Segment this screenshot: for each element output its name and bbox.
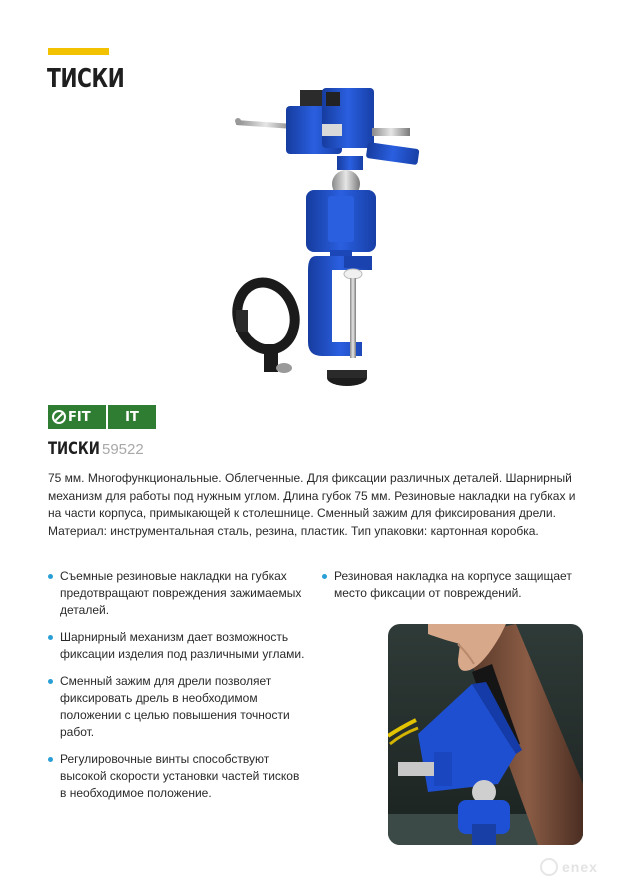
brand-line-label: IT xyxy=(125,409,139,425)
brand-badge xyxy=(48,405,156,429)
features-list-left xyxy=(48,568,308,812)
vise-product-image xyxy=(222,80,428,398)
features-list-right xyxy=(322,568,582,612)
enex-logo-icon xyxy=(540,858,558,876)
product-heading xyxy=(48,439,144,459)
product-description: 75 мм. Многофункциональные. Облегченные. Для фиксации различных деталей. Шарнирный механизм для работы под нужным углом. Длина губок 75 мм. Резиновые накладки на губках и на части корпуса, примыкающей к столешнице. Сменный зажим для фиксирования дрели. Материал: инструментальная сталь, резина, пластик. Тип упаковки: картонная коробка. xyxy=(48,471,576,538)
enex-watermark xyxy=(540,858,598,876)
brand-logo xyxy=(48,410,106,425)
feature-item: Шарнирный механизм дает возможность фиксации изделия под различными углами. xyxy=(48,629,308,663)
watermark-text: enex xyxy=(562,859,598,875)
feature-item: Резиновая накладка на корпусе защищает место фиксации от повреждений. xyxy=(322,568,582,602)
product-code: 59522 xyxy=(102,441,144,458)
feature-item: Сменный зажим для дрели позволяет фиксировать дрель в необходимом положении с целью повышения точности работ. xyxy=(48,673,308,741)
accent-bar xyxy=(48,48,109,55)
fit-logo-icon xyxy=(52,410,66,424)
brand-logo-text: FIT xyxy=(68,409,91,425)
feature-item: Регулировочные винты способствуют высокой скорости установки частей тисков в необходимое положение. xyxy=(48,751,308,802)
product-name: ТИСКИ xyxy=(48,439,100,459)
usage-photo xyxy=(388,624,583,845)
page-title: ТИСКИ xyxy=(47,64,125,94)
feature-item: Съемные резиновые накладки на губках предотвращают повреждения зажимаемых деталей. xyxy=(48,568,308,619)
